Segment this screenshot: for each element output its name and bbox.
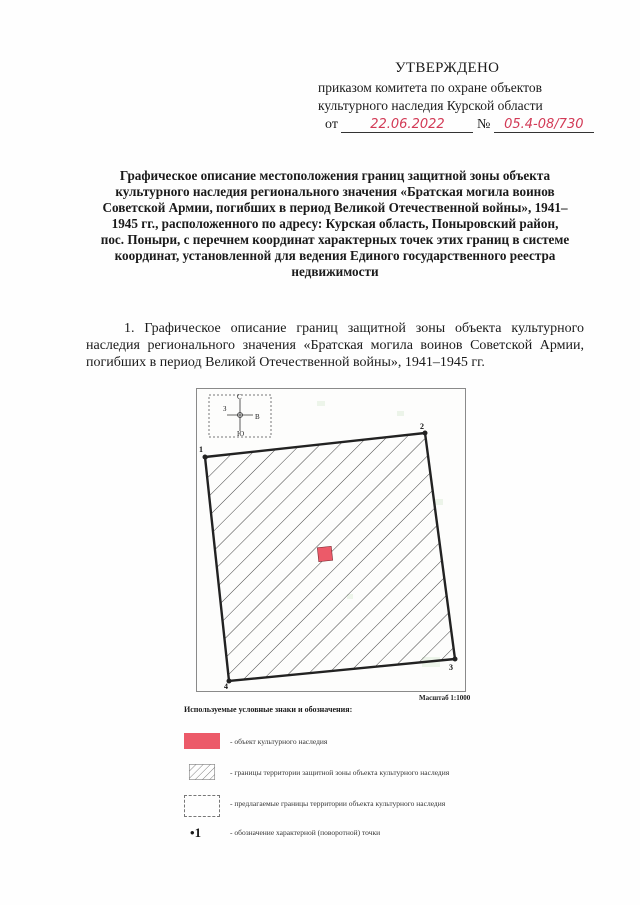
order-date-number-row [325,117,594,133]
cultural-heritage-object [317,546,332,561]
order-date: 22.06.2022 [341,117,473,133]
map-frame [196,388,466,692]
map-scale: Масштаб 1:1000 [419,694,471,702]
compass-north: С [237,393,242,401]
boundary-map [197,389,465,691]
document-heading: Графическое описание местоположения границ защитной зоны объекта культурного наследия регионального значения «Братская могила воинов Советской Армии, погибших в период Великой Отечественной войны», 1941–1945 гг., расположенного по адресу: Курская область, Поныровский район, пос. Поныри, с перечнем координат характерных точек этих границ в системе координат, установленной для ведения Единого государственного реестра недвижимости [100,168,570,279]
point-label-4: 4 [224,682,228,691]
date-prefix: от [325,117,338,132]
order-number: 05.4-08/730 [494,117,594,133]
approval-title: УТВЕРЖДЕНО [395,60,500,76]
legend-title: Используемые условные знаки и обозначения: [184,705,353,714]
point-marker-3 [453,657,458,662]
legend-point-sample: •1 [190,825,202,840]
legend-text-zone: - границы территории защитной зоны объекта культурного наследия [230,768,450,777]
compass-south: Ю [237,430,245,438]
legend-swatch-zone [184,764,220,780]
point-label-2: 2 [420,422,424,431]
section-paragraph [86,320,584,371]
point-label-1: 1 [199,445,203,454]
legend-text-point: - обозначение характерной (поворотной) точки [230,828,381,837]
legend-swatch-object [184,733,220,749]
number-prefix: № [476,117,491,132]
compass-east: В [255,413,260,421]
point-marker-1 [203,455,208,460]
approval-line-1: приказом комитета по охране объектов [318,80,542,95]
section-paragraph-text: 1. Графическое описание границ защитной зоны объекта культурного наследия регионального значения «Братская могила воинов Советской Армии, погибших в период Великой Отечественной войны», 1941–1945 гг. [86,321,584,370]
legend-point-number: 1 [194,825,202,840]
compass-rose [209,393,271,438]
point-marker-2 [423,431,428,436]
legend-text-proposed-boundary: - предлагаемые границы территории объекта культурного наследия [230,799,446,808]
legend-text-object: - объект культурного наследия [230,737,328,746]
approval-line-2: культурного наследия Курской области [318,98,543,113]
legend-swatch-dashed [184,795,220,817]
compass-west: З [223,405,227,413]
point-label-3: 3 [449,663,453,672]
